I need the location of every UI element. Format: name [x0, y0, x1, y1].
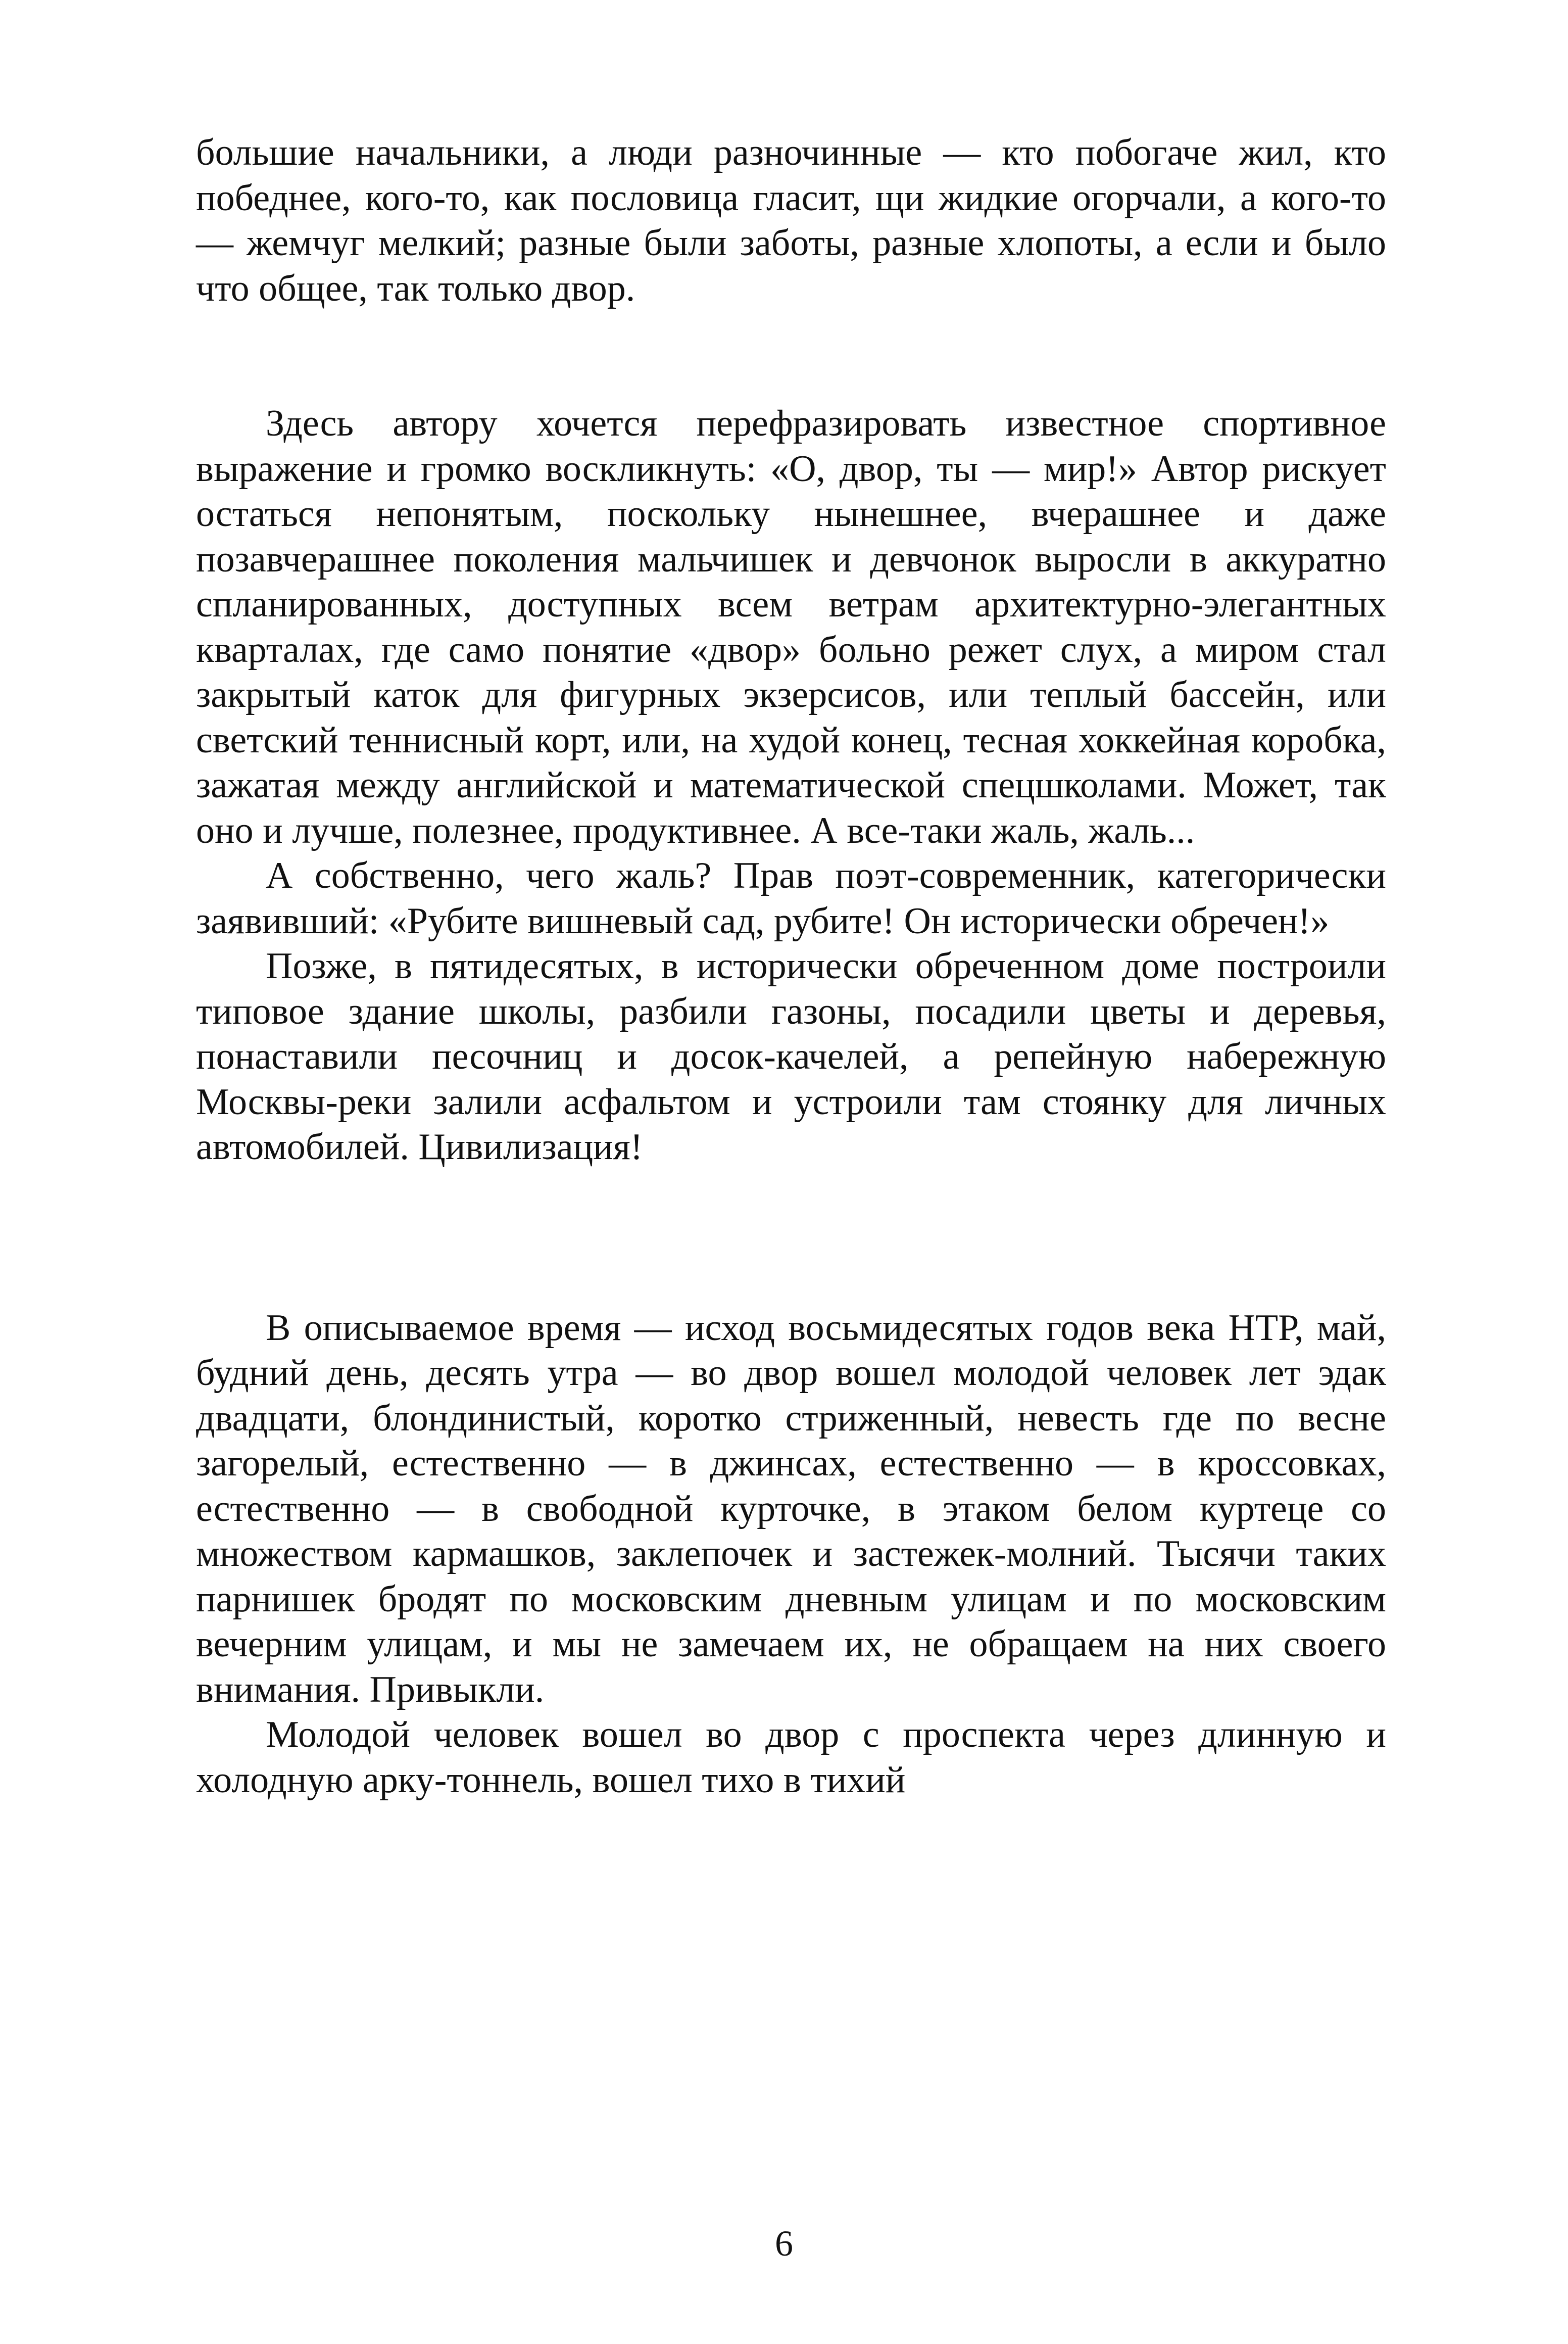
paragraph-young-man: В описываемое время — исход восьмидесятых годов века НТР, май, будний день, десять утра — во двор вошел молодой человек лет эдак двадцати, блондинистый, коротко стриженный, невесть где по весне загорелый, естественно — в джинсах, естественно — в кроссовках, естественно — в свободной курточке, в этаком белом куртеце со множеством кармашков, заклепочек и застежек-молний. Тысячи таких парнишек бродят по московским дневным улицам и по московским вечерним улицам, и мы не замечаем их, не обращаем на них своего внимания. Привыкли.	[196, 1307, 1386, 1710]
paragraph-arch-tunnel: Молодой человек вошел во двор с проспекта через длинную и холодную арку-тоннель, вошел тихо в тихий	[196, 1714, 1386, 1801]
paragraph-yard-is-world: Здесь автору хочется перефразировать известное спортивное выражение и громко воскликнуть: «О, двор, ты — мир!» Автор рискует остаться непонятым, поскольку нынешнее, вчерашнее и даже позавчерашнее поколения мальчишек и девчонок выросли в аккуратно спланированных, доступных всем ветрам архитектурно-элегантных кварталах, где само понятие «двор» больно режет слух, а миром стал закрытый каток для фигурных экзерсисов, или теплый бассейн, или светский теннисный корт, или, на худой конец, тесная хоккейная коробка, зажатая между английской и математической спецшколами. Может, так оно и лучше, полезнее, продуктивнее. А все-таки жаль, жаль...	[196, 403, 1386, 851]
paragraph-fifties: Позже, в пятидесятых, в исторически обреченном доме построили типовое здание школы, разбили газоны, посадили цветы и деревья, понаставили песочниц и досок-качелей, а репейную набережную Москвы-реки залили асфальтом и устроили там стоянку для личных автомобилей. Цивилизация!	[196, 945, 1386, 1168]
paragraph-cherry-orchard: А собственно, чего жаль? Прав поэт-современник, категорически заявивший: «Рубите вишневый сад, рубите! Он исторически обречен!»	[196, 855, 1386, 942]
page-number: 6	[775, 2223, 793, 2264]
book-page	[196, 130, 1386, 1803]
paragraph-continuation: большие начальники, а люди разночинные — кто побогаче жил, кто победнее, кого-то, как пословица гласит, щи жидкие огорчали, а кого-то — жемчуг мелкий; разные были заботы, разные хлопоты, а если и было что общее, так только двор.	[196, 132, 1386, 309]
